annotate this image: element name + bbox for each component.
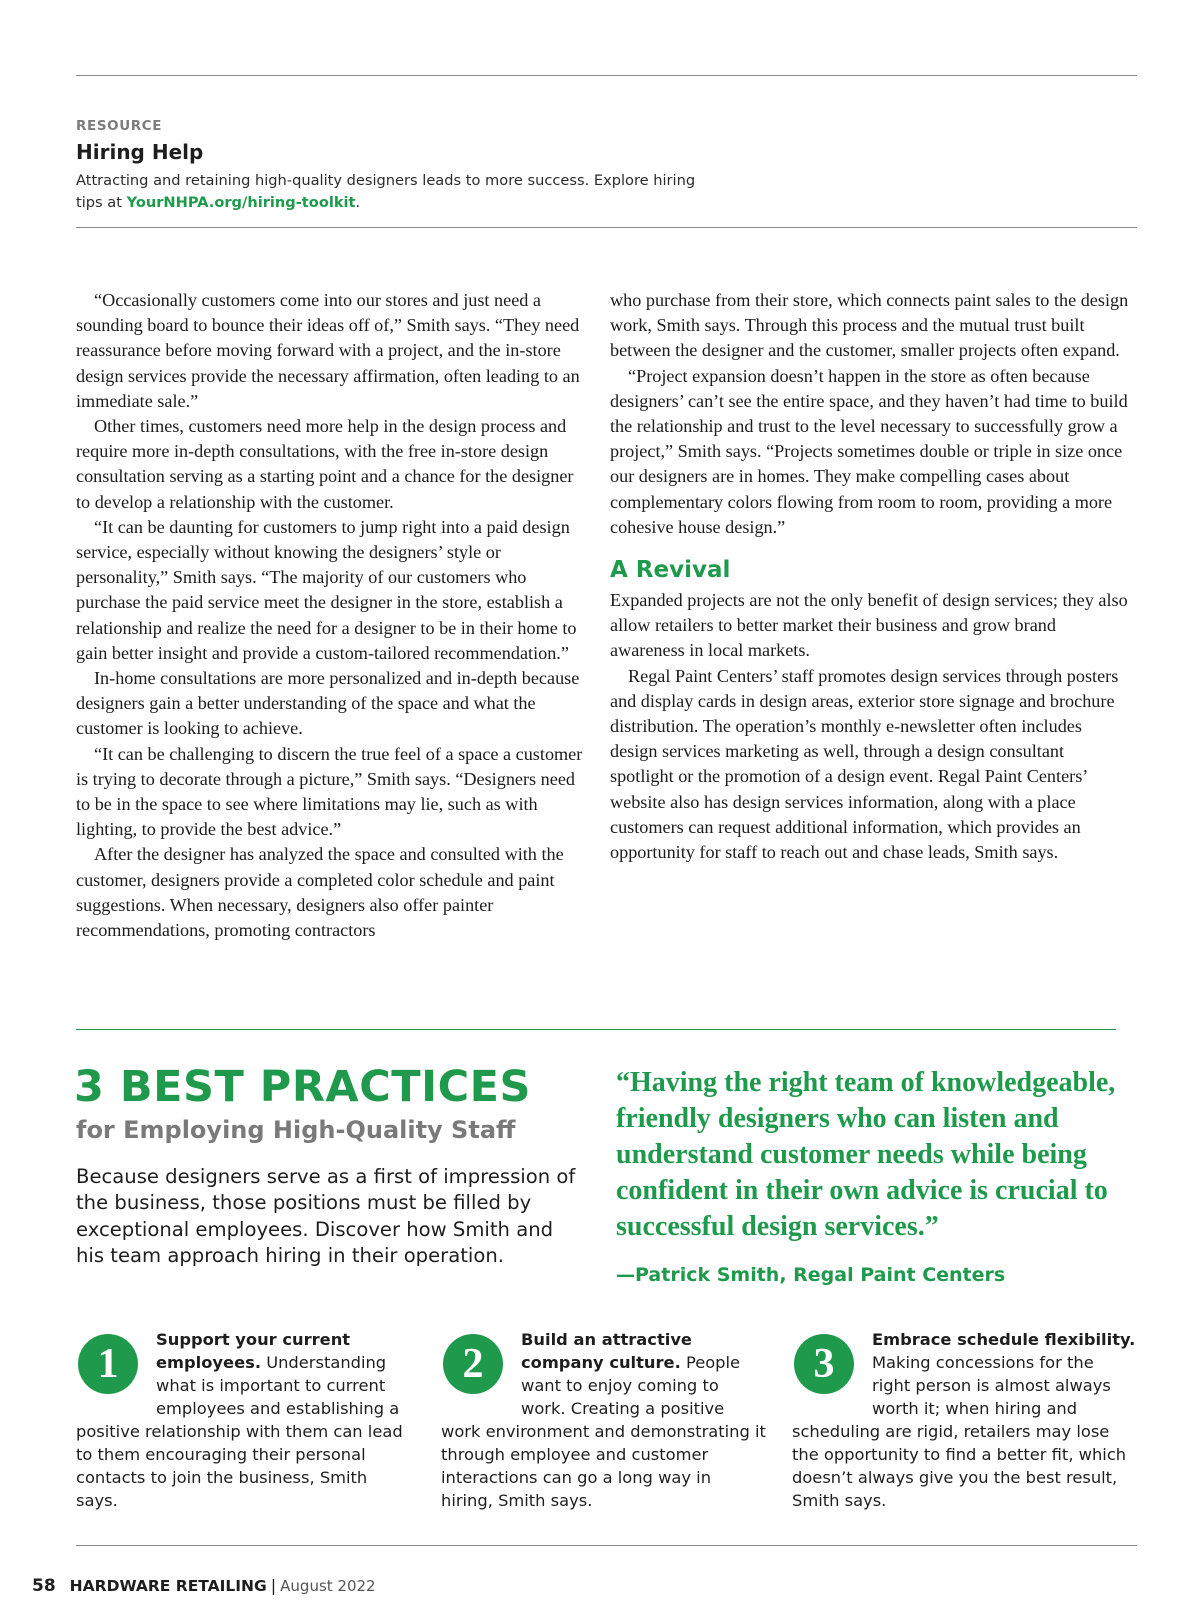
resource-text: Attracting and retaining high-quality designers leads to more success. Explore hiring tips at — [76, 172, 696, 211]
pull-quote-attribution: —Patrick Smith, Regal Paint Centers — [616, 1264, 1006, 1286]
article-left-column — [76, 288, 586, 943]
article-paragraph: Expanded projects are not the only benefit of design services; they also allow retailers to better market their business and grow brand awareness in local markets. — [610, 590, 1128, 661]
number-badge: 2 — [443, 1334, 503, 1394]
article-paragraph: “Occasionally customers come into our stores and just need a sounding board to bounce their ideas off of,” Smith says. “They need reassurance before moving forward with a project, and the in-store design services provide the necessary affirmation, often leading to an immediate sale.” — [76, 290, 580, 411]
hiring-toolkit-link[interactable]: YourNHPA.org/hiring-toolkit — [126, 193, 356, 211]
page-number: 58 — [32, 1576, 56, 1596]
tip-lead: Support your current employees. — [156, 1330, 351, 1372]
article-paragraph: Regal Paint Centers’ staff promotes design services through posters and display cards in design areas, exterior store signage and brochure distribution. The operation’s monthly e-newsletter often includes design services marketing as well, through a design consultant spotlight or the promotion of a design event. Regal Paint Centers’ website also has design services information, along with a place customers can request additional information, which provides an opportunity for staff to reach out and chase leads, Smith says. — [610, 665, 1119, 863]
best-practices-intro: Because designers serve as a first of impression of the business, those positions must be filled by exceptional employees. Discover how Smith and his team approach hiring in their operation. — [76, 1165, 576, 1267]
article-paragraph: “Project expansion doesn’t happen in the store as often because designers’ can’t see the entire space, and they haven’t had time to build the relationship and trust to the level necessary to successfully grow a project,” Smith says. “Projects sometimes double or triple in size once our designers are in homes. They make compelling cases about complementary colors flowing from room to room, providing a more cohesive house design.” — [610, 365, 1128, 537]
tip-body: People want to enjoy coming to work. Creating a positive work environment and demonstrating it through employee and customer interactions can go a long way in hiring, Smith says. — [441, 1353, 766, 1510]
tip-item — [441, 1328, 767, 1512]
article-paragraph: Other times, customers need more help in the design process and require more in-depth consultations, with the free in-store design consultation serving as a starting point and a chance for the designer to develop a relationship with the customer. — [76, 416, 574, 512]
number-badge: 3 — [794, 1334, 854, 1394]
magazine-name: HARDWARE RETAILING — [69, 1577, 267, 1595]
resource-title: Hiring Help — [76, 140, 204, 164]
tip-body: Making concessions for the right person is almost always worth it; when hiring and scheduling are rigid, retailers may lose the opportunity to find a better fit, which doesn’t always give you the best result, Smith says. — [792, 1353, 1127, 1510]
pull-quote: “Having the right team of knowledgeable, friendly designers who can listen and understand customer needs while being confident in their own advice is crucial to successful design services.” — [616, 1067, 1116, 1242]
article-paragraph: “It can be challenging to discern the true feel of a space a customer is trying to decorate through a picture,” Smith says. “Designers need to be in the space to see where limitations may lie, such as with lighting, to provide the best advice.” — [76, 743, 583, 840]
article-paragraph: who purchase from their store, which connects paint sales to the design work, Smith says. Through this process and the mutual trust built between the designer and the customer, smaller projects often expand. — [610, 290, 1129, 361]
article-paragraph: After the designer has analyzed the space and consulted with the customer, designers provide a completed color schedule and paint suggestions. When necessary, designers also offer painter recommendations, promoting contractors — [76, 844, 564, 941]
resource-eyebrow: RESOURCE — [76, 118, 163, 134]
article-paragraph: “It can be daunting for customers to jump right into a paid design service, especially without knowing the designers’ style or personality,” Smith says. “The majority of our customers who purchase the paid service meet the designer in the store, establish a relationship and realize the need for a designer to be in their home to gain better insight and provide a custom-tailored recommendation.” — [76, 516, 577, 663]
best-practices-divider — [76, 1029, 1116, 1030]
best-practices-subtitle: for Employing High-Quality Staff — [76, 1116, 516, 1144]
tip-lead: Embrace schedule flexibility. — [872, 1330, 1136, 1349]
top-rule — [76, 75, 1137, 76]
footer-separator: | — [270, 1576, 277, 1595]
issue-date: August 2022 — [280, 1577, 376, 1595]
resource-text-end: . — [355, 193, 361, 211]
article-paragraph: In-home consultations are more personalized and in-depth because designers gain a better understanding of the space and what the customer is looking to achieve. — [76, 668, 580, 739]
page-footer — [32, 1576, 376, 1596]
tip-item — [76, 1328, 412, 1512]
best-practices-title: 3 BEST PRACTICES — [74, 1062, 532, 1112]
resource-box — [76, 118, 696, 213]
footer-rule — [76, 1545, 1137, 1546]
resource-description — [76, 170, 696, 213]
article-subhead: A Revival — [610, 557, 731, 584]
article-right-column — [610, 288, 1130, 865]
tip-lead: Build an attractive company culture. — [521, 1330, 692, 1372]
tip-body: Understanding what is important to current employees and establishing a positive relationship with them can lead to them encouraging their personal contacts to join the business, Smith says. — [76, 1353, 403, 1510]
resource-bottom-rule — [76, 227, 1137, 228]
number-badge: 1 — [78, 1334, 138, 1394]
tip-item — [792, 1328, 1137, 1512]
